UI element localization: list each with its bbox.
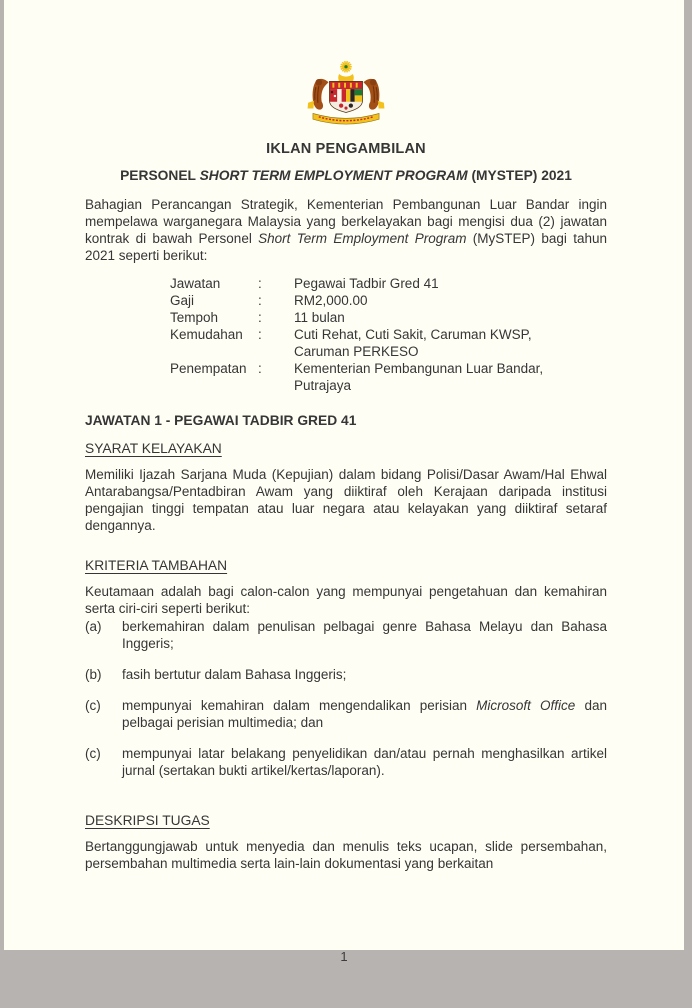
list-item-b bbox=[85, 666, 607, 683]
detail-label: Jawatan bbox=[170, 276, 221, 291]
intro-text-before: Bahagian Perancangan Strategik, Kementerian Pembangunan Luar Bandar ingin mempelawa warganegara Malaysia yang berkelayakan bagi mengisi dua (2) jawatan kontrak di bawah Personel bbox=[85, 197, 607, 246]
kriteria-tambahan-paragraph: Keutamaan adalah bagi calon-calon yang mempunyai pengetahuan dan kemahiran serta ciri-ciri seperti berikut: bbox=[85, 584, 607, 616]
subtitle-suffix: (MYSTEP) 2021 bbox=[467, 168, 572, 183]
tiger-left-icon bbox=[313, 79, 329, 110]
detail-label: Tempoh bbox=[170, 310, 219, 325]
list-marker: (c) bbox=[85, 746, 101, 761]
detail-value: Cuti Rehat, Cuti Sakit, Caruman KWSP, Caruman PERKESO bbox=[294, 327, 532, 359]
job-section-heading: JAWATAN 1 - PEGAWAI TADBIR GRED 41 bbox=[85, 413, 357, 428]
list-marker: (a) bbox=[85, 619, 102, 634]
detail-row-jawatan bbox=[170, 275, 607, 292]
detail-value: Pegawai Tadbir Gred 41 bbox=[294, 276, 439, 291]
item-text-italic: Microsoft Office bbox=[476, 698, 576, 713]
coat-of-arms-icon bbox=[298, 58, 394, 128]
section-heading-deskripsi-tugas: DESKRIPSI TUGAS bbox=[85, 813, 210, 828]
list-item-a bbox=[85, 618, 607, 652]
document-page bbox=[4, 0, 684, 964]
banner-tail-left bbox=[308, 101, 314, 109]
detail-colon: : bbox=[258, 276, 262, 291]
section-heading-kriteria-tambahan: KRITERIA TAMBAHAN bbox=[85, 558, 228, 573]
document-content bbox=[4, 58, 684, 1008]
detail-label: Kemudahan bbox=[170, 327, 243, 342]
detail-row-gaji bbox=[170, 292, 607, 309]
intro-text-after: (MySTEP) bagi tahun 2021 seperti berikut: bbox=[85, 231, 608, 263]
detail-row-kemudahan bbox=[170, 326, 607, 360]
detail-value: RM2,000.00 bbox=[294, 293, 368, 308]
list-item-c1 bbox=[85, 697, 607, 731]
detail-value: Kementerian Pembangunan Luar Bandar, Putrajaya bbox=[294, 361, 544, 393]
item-text-before: mempunyai kemahiran dalam mengendalikan perisian bbox=[122, 698, 477, 713]
tiger-right-icon bbox=[364, 79, 380, 110]
detail-row-penempatan bbox=[170, 360, 607, 394]
detail-label: Penempatan bbox=[170, 361, 247, 376]
subtitle-program-name: SHORT TERM EMPLOYMENT PROGRAM bbox=[199, 168, 468, 183]
motto-banner-icon bbox=[313, 113, 379, 124]
document-title: IKLAN PENGAMBILAN bbox=[266, 141, 426, 157]
section-heading-syarat-kelayakan: SYARAT KELAYAKAN bbox=[85, 441, 222, 456]
subtitle-prefix: PERSONEL bbox=[120, 168, 200, 183]
intro-paragraph bbox=[85, 196, 607, 264]
detail-label: Gaji bbox=[170, 293, 195, 308]
page-number: 1 bbox=[340, 949, 348, 964]
syarat-kelayakan-paragraph: Memiliki Ijazah Sarjana Muda (Kepujian) dalam bidang Polisi/Dasar Awam/Hal Ehwal Antarabangsa/Pentadbiran Awam yang diiktiraf oleh Kerajaan daripada institusi pengajian tinggi tempatan atau luar negara atau kelayakan yang diiktiraf setaraf dengannya. bbox=[85, 467, 607, 533]
detail-colon: : bbox=[258, 361, 262, 376]
item-text-after: dan pelbagai perisian multimedia; dan bbox=[122, 698, 607, 730]
star-center-dot bbox=[344, 65, 347, 68]
detail-colon: : bbox=[258, 310, 262, 325]
detail-row-tempoh bbox=[170, 309, 607, 326]
detail-value: 11 bulan bbox=[294, 310, 345, 325]
list-item-text: fasih bertutur dalam Bahasa Inggeris; bbox=[122, 667, 347, 682]
malaysia-coat-of-arms-logo bbox=[85, 58, 607, 133]
list-item-c2 bbox=[85, 745, 607, 779]
detail-colon: : bbox=[258, 293, 262, 308]
deskripsi-tugas-paragraph: Bertanggungjawab untuk menyedia dan menulis teks ucapan, slide persembahan, persembahan multimedia serta lain-lain dokumentasi yang berkaitan bbox=[85, 839, 607, 871]
banner-tail-right bbox=[378, 101, 384, 109]
document-subtitle bbox=[85, 168, 607, 183]
detail-colon: : bbox=[258, 327, 262, 342]
list-item-text bbox=[122, 697, 607, 731]
list-item-text: mempunyai latar belakang penyelidikan dan/atau pernah menghasilkan artikel jurnal (sertakan bukti artikel/kertas/laporan). bbox=[122, 746, 607, 778]
list-marker: (c) bbox=[85, 698, 101, 713]
list-item-text: berkemahiran dalam penulisan pelbagai genre Bahasa Melayu dan Bahasa Inggeris; bbox=[122, 619, 607, 651]
kriteria-list bbox=[85, 618, 607, 779]
list-marker: (b) bbox=[85, 667, 102, 682]
job-details-list bbox=[170, 275, 607, 394]
intro-program-name: Short Term Employment Program bbox=[258, 231, 467, 246]
